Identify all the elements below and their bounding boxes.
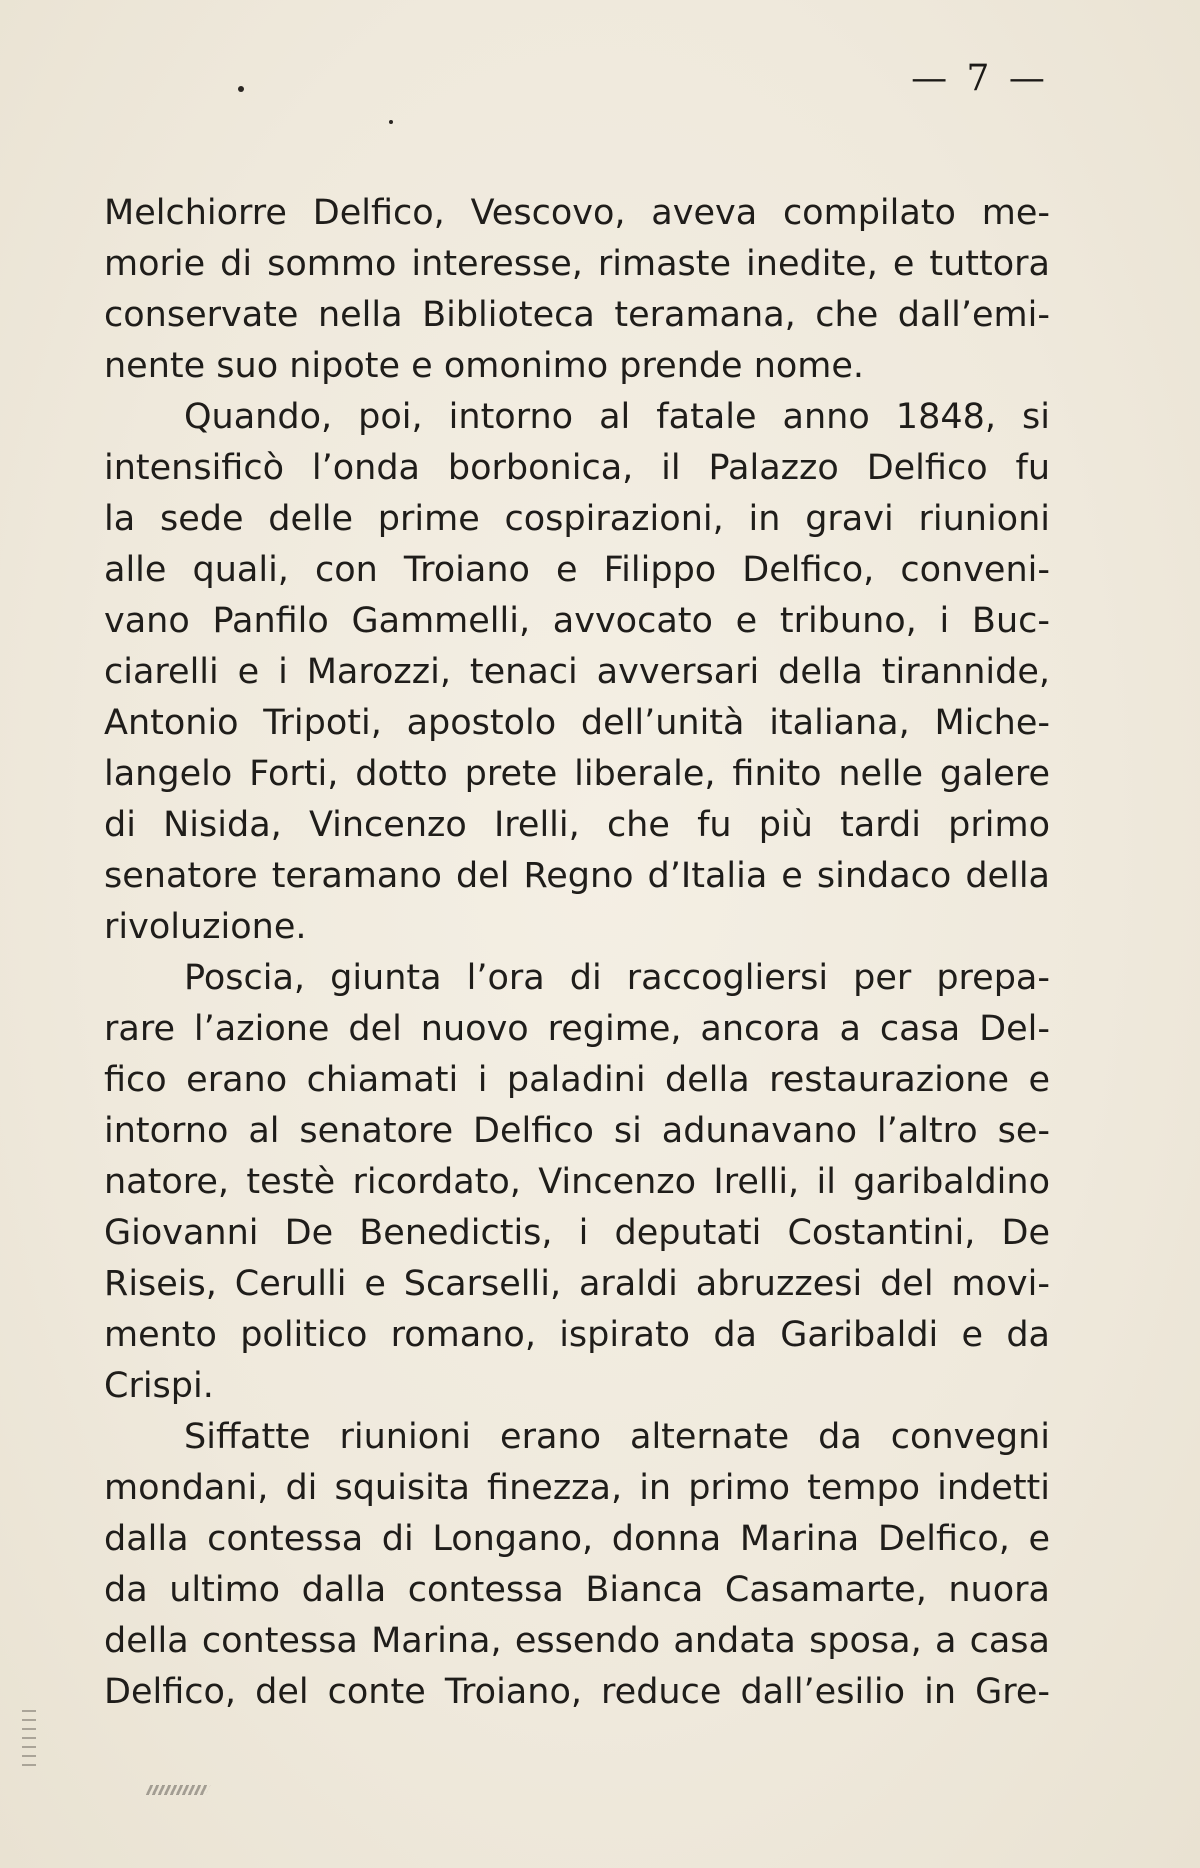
text-line: Crispi. [104,1366,214,1406]
text-line: Antonio Tripoti, apostolo dell’unità italiana, Miche- [104,703,1050,743]
text-line: la sede delle prime cospirazioni, in gravi riunioni [104,499,1050,539]
text-line: Delfico, del conte Troiano, reduce dall’esilio in Gre- [104,1672,1050,1712]
text-line: nente suo nipote e omonimo prende nome. [104,346,865,386]
text-line: Quando, poi, intorno al fatale anno 1848, si [184,397,1050,437]
text-line: alle quali, con Troiano e Filippo Delfico, conveni- [104,550,1050,590]
text-line: di Nisida, Vincenzo Irelli, che fu più tardi primo [104,805,1050,845]
text-line: senatore teramano del Regno d’Italia e sindaco della [104,856,1050,896]
text-line: intensificò l’onda borbonica, il Palazzo Delfico fu [104,448,1050,488]
text-line: Riseis, Cerulli e Scarselli, araldi abruzzesi del movi- [104,1264,1050,1304]
text-line: rare l’azione del nuovo regime, ancora a casa Del- [104,1009,1050,1049]
text-line: conservate nella Biblioteca teramana, che dall’emi- [104,295,1050,335]
text-line: fico erano chiamati i paladini della restaurazione e [104,1060,1050,1100]
text-line: Poscia, giunta l’ora di raccogliersi per prepa- [184,958,1050,998]
page-number: — 7 — [911,58,1049,99]
text-line: Siffatte riunioni erano alternate da convegni [184,1417,1050,1457]
text-line: Melchiorre Delfico, Vescovo, aveva compilato me- [104,193,1050,233]
text-line: natore, testè ricordato, Vincenzo Irelli, il garibaldino [104,1162,1050,1202]
text-line: intorno al senatore Delfico si adunavano l’altro se- [104,1111,1050,1151]
ink-smudge [146,1785,211,1795]
text-line: da ultimo dalla contessa Bianca Casamarte, nuora [104,1570,1050,1610]
text-line: vano Panfilo Gammelli, avvocato e tribuno, i Buc- [104,601,1050,641]
text-line: rivoluzione. [104,907,307,947]
page-edge-marks [22,1710,36,1770]
text-line: mondani, di squisita finezza, in primo tempo indetti [104,1468,1050,1508]
body-text [104,188,1050,1718]
ink-speck [389,120,393,124]
text-line: dalla contessa di Longano, donna Marina Delfico, e [104,1519,1050,1559]
text-line: della contessa Marina, essendo andata sposa, a casa [104,1621,1050,1661]
text-line: Giovanni De Benedictis, i deputati Costantini, De [104,1213,1050,1253]
ink-speck [238,86,244,92]
text-line: mento politico romano, ispirato da Garibaldi e da [104,1315,1050,1355]
text-line: langelo Forti, dotto prete liberale, finito nelle galere [104,754,1050,794]
text-line: ciarelli e i Marozzi, tenaci avversari della tirannide, [104,652,1050,692]
text-line: morie di sommo interesse, rimaste inedite, e tuttora [104,244,1050,284]
